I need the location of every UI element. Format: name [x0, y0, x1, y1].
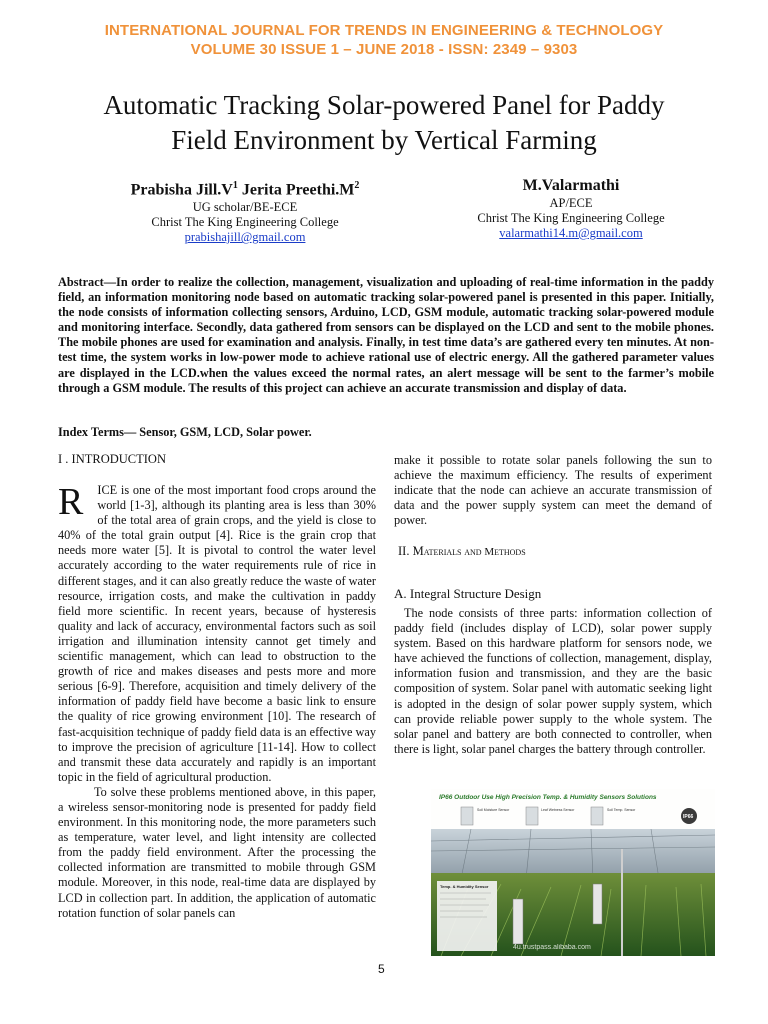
drop-cap: R: [58, 481, 84, 523]
label-soil-moisture: Soil Moisture Sensor: [477, 808, 510, 812]
journal-volume-issn: VOLUME 30 ISSUE 1 – JUNE 2018 - ISSN: 2349 – 9303: [190, 41, 578, 58]
label-ip66: IP66: [683, 814, 694, 820]
right-column-intro-continued: make it possible to rotate solar panels following the sun to achieve the maximum efficiency. The results of experiment indicate that the node can achieve an accurate transmission of data and the power supply system can meet the demand of power.: [394, 453, 712, 528]
subsection-heading-a: A. Integral Structure Design: [394, 586, 542, 601]
section-heading-materials-methods: II. Materials and Methods: [398, 544, 526, 558]
label-temp-humidity: Temp. & Humidity Sensor: [440, 884, 489, 889]
integral-structure-paragraph: The node consists of three parts: information collection of paddy field (includes display of LCD), solar power supply system. Based on this hardware platform for sensors node, we have achieved the functions of collection, management, display, information fusion and transmission, and they are the basic composition of system. Solar panel with automatic seeking light is adopted in the design of solar power supply system, which can provide reliable power supply to the whole system. The solar panel and battery are both connected to controller, when there is light, solar panel charges the battery through controller.: [394, 606, 712, 756]
author-email-link-2[interactable]: valarmathi14.m@gmail.com: [499, 226, 643, 240]
paper-title-line2: Field Environment by Vertical Farming: [171, 125, 597, 155]
journal-name: INTERNATIONAL JOURNAL FOR TRENDS IN ENGINEERING & TECHNOLOGY: [104, 22, 664, 39]
abstract: Abstract—In order to realize the collection, management, visualization and uploading of real-time information in the paddy field, an information monitoring node based on automatic tracking solar-powered panel is presented in this paper. Initially, the node consists of information collecting sensors, Arduino, LCD, GSM module, automatic tracking solar-powered module and monitoring interface. Secondly, data gathered from sensors can be displayed on the LCD and sent to the mobile phones. The mobile phones are used for examination and analysis. Finally, in test time data’s are gathered every ten minutes. At non-test time, the system works in low-power mode to achieve rational use of electric energy. All the gathered parameter values are displayed in the LCD.when the values exceed the normal rates, an alert message will be sent to the farmer’s mobile through a GSM module. The results of this project can achieve an accurate transmission and display of data.: [58, 275, 714, 395]
author-email-link-1[interactable]: prabishajill@gmail.com: [184, 230, 306, 245]
author-block-1: [95, 176, 395, 245]
intro-paragraph-2: To solve these problems mentioned above, in this paper, a wireless sensor-monitoring node is presented for paddy field environment. In this monitoring node, the more parameters such as temperature, water level, and light intensity are collected from the paddy field environment. After the processing the collected information are transmitted to mobile through GSM module. Moreover, in this node, real-time data are displayed by LCD in collection part. In addition, the application of automatic rotation function of solar panels can: [58, 784, 376, 920]
label-soil-temp: Soil Temp. Sensor: [607, 808, 636, 812]
label-leaf-wetness: Leaf Wetness Sensor: [541, 808, 575, 812]
figure-banner-text: IP66 Outdoor Use High Precision Temp. & Humidity Sensors Solutions: [439, 794, 657, 801]
section-heading-introduction: I . INTRODUCTION: [58, 452, 166, 466]
left-column: [58, 483, 376, 921]
intro-paragraph-1: R ICE is one of the most important food crops around the world [1-3], although its planting area is less than 30% of the total area of grain crops, and the yield is close to 40% of the total grain output [4]. Rice is the grain crop that needs more water [5]. It is pivotal to control the water level accurately according to the water requirements rule of rice in different stages, and it can also greatly reduce the waste of water resource, irrigation costs, and make the cultivation in paddy field more scientific. In recent years, because of hysteresis quality and lack of accuracy, environmental factors such as soil irrigation and illumination intensity cannot get timely and scientific management, which can lead to obstruction to the growth of rice and makes diseases and pests more and more serious [6-9]. Therefore, acquisition and timely delivery of the information of paddy field have become a basic link to ensure the quality of rice growing environment [10]. The research of fast-acquisition technique of paddy field data is an effective way to improve the precision of agriculture [11-14]. How to collect and transmit these data accurately and rapidly is an important topic in the field of agricultural production.: [58, 481, 376, 784]
author-affiliation-2: Christ The King Engineering College: [477, 211, 665, 225]
author-role-1: UG scholar/BE-ECE: [192, 200, 298, 215]
sensor-solutions-figure: [431, 789, 715, 956]
index-terms: Index Terms— Sensor, GSM, LCD, Solar power.: [58, 425, 312, 439]
author-role-2: AP/ECE: [549, 196, 593, 210]
author-name-2: M.Valarmathi: [522, 177, 620, 194]
figure-watermark: 4u.trustpass.alibaba.com: [513, 944, 591, 951]
author-names-1: Prabisha $Jill.V^1$ Jerita $Preethi.M^2$: [130, 180, 360, 199]
page-number: 5: [378, 962, 385, 976]
paper-title-line1: Automatic Tracking Solar-powered Panel for Paddy: [103, 90, 665, 120]
author-block-2: [421, 176, 721, 241]
author-affiliation-1: Christ The King Engineering College: [151, 215, 339, 230]
sensor-photo-illustration: [431, 789, 715, 956]
